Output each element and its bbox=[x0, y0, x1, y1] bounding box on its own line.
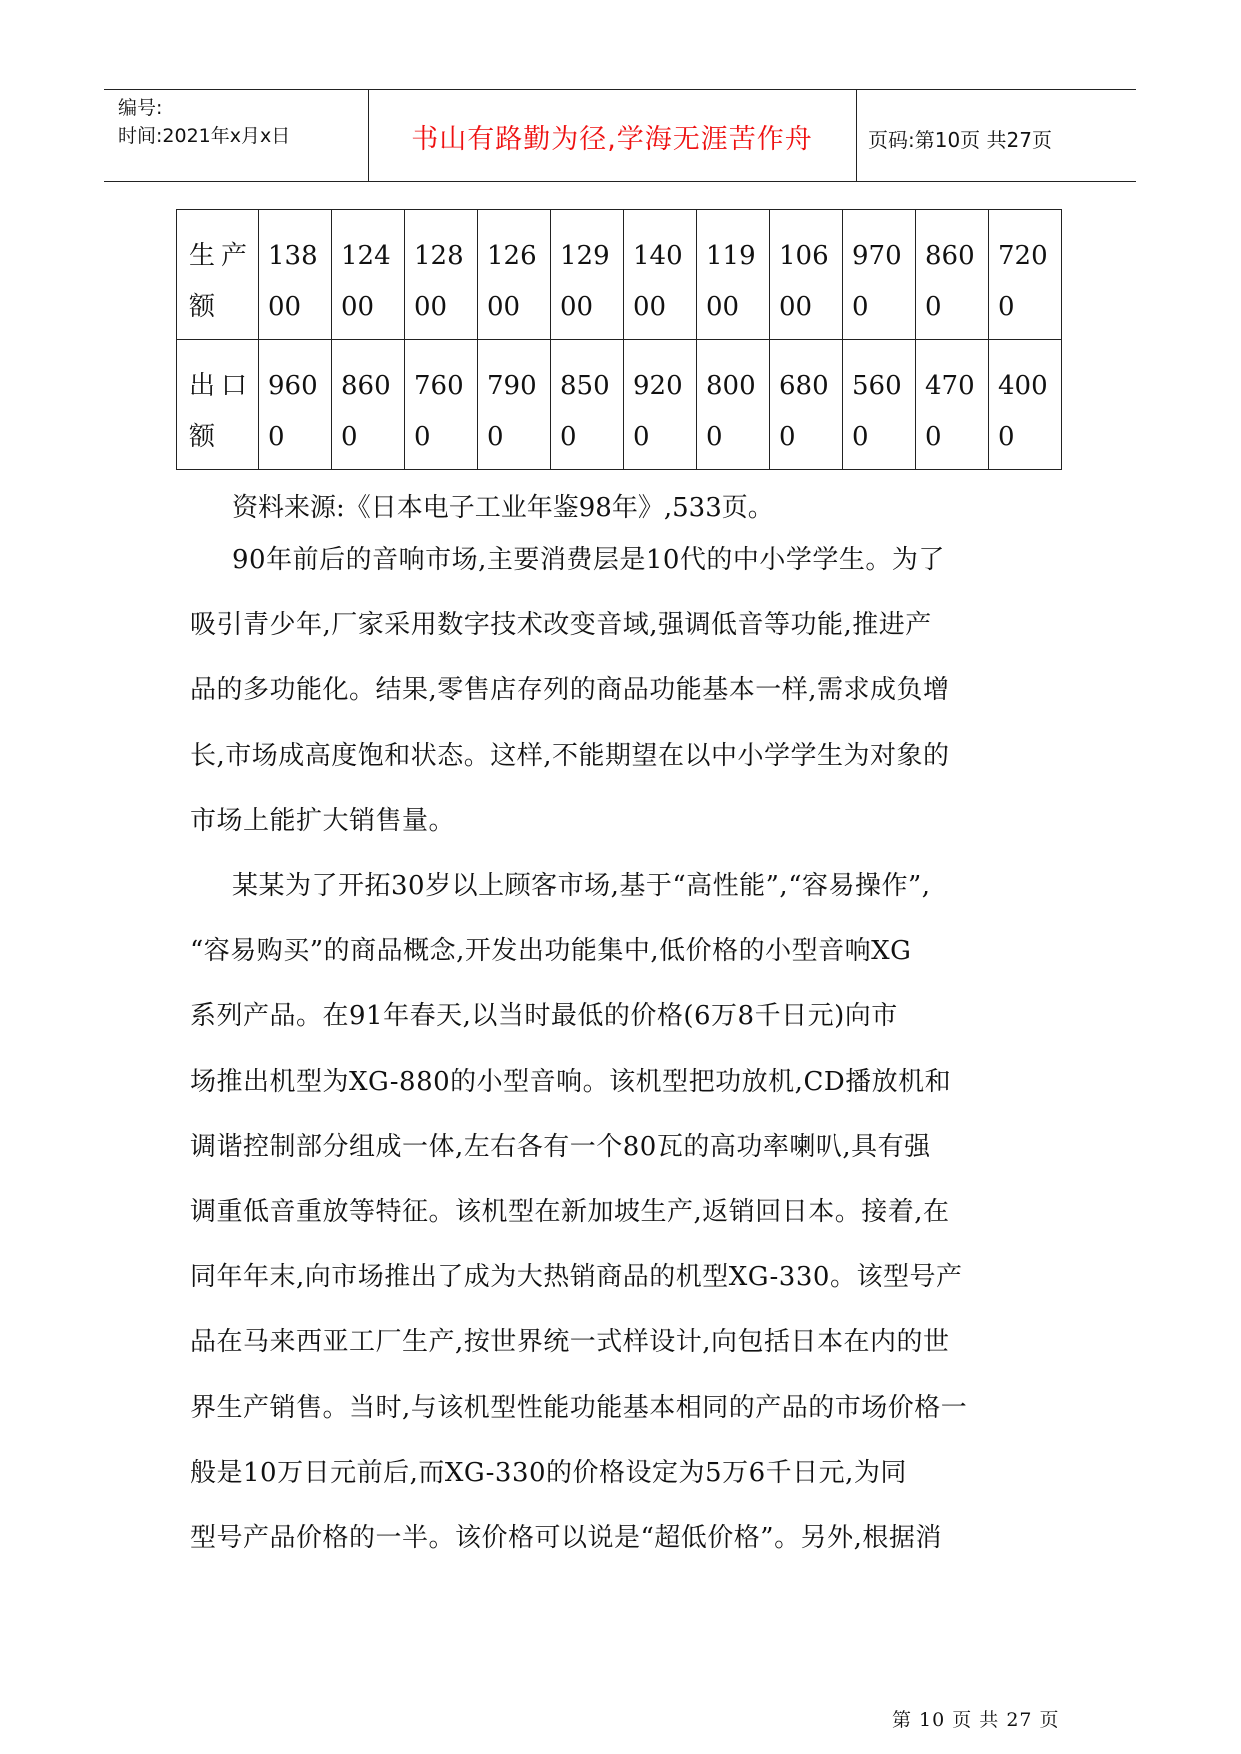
cell-line: 106 bbox=[779, 241, 829, 271]
data-table bbox=[176, 209, 1062, 470]
cell-line: 860 bbox=[341, 371, 391, 401]
cell-line: 124 bbox=[341, 241, 391, 271]
body-line: 系列产品。在91年春天,以当时最低的价格(6万8千日元)向市 bbox=[190, 1001, 898, 1032]
number-label: 编号: bbox=[118, 97, 163, 119]
cell-line: 920 bbox=[633, 371, 683, 401]
header-motto: 书山有路勤为径,学海无涯苦作舟 bbox=[411, 124, 813, 155]
body-line: 吸引青少年,厂家采用数字技术改变音域,强调低音等功能,推进产 bbox=[190, 610, 932, 641]
table-cell bbox=[259, 340, 332, 470]
cell-line: 0 bbox=[341, 422, 358, 452]
table-cell bbox=[478, 340, 551, 470]
body-line: 调重低音重放等特征。该机型在新加坡生产,返销回日本。接着,在 bbox=[190, 1197, 950, 1227]
source-note: 资料来源:《日本电子工业年鉴98年》,533页。 bbox=[232, 493, 774, 523]
header-page-info: 页码:第10页 共27页 bbox=[868, 128, 1052, 152]
cell-line: 128 bbox=[414, 241, 464, 271]
cell-line: 860 bbox=[925, 241, 975, 271]
row-label-line: 出口 bbox=[189, 371, 254, 401]
table-cell bbox=[624, 340, 697, 470]
body-line: 品的多功能化。结果,零售店存列的商品功能基本一样,需求成负增 bbox=[190, 675, 950, 706]
header-meta bbox=[118, 94, 290, 150]
table-cell bbox=[989, 340, 1062, 470]
table-cell bbox=[405, 210, 478, 340]
cell-line: 680 bbox=[779, 371, 829, 401]
cell-line: 400 bbox=[998, 371, 1048, 401]
body-line: 界生产销售。当时,与该机型性能功能基本相同的产品的市场价格一 bbox=[190, 1392, 968, 1423]
table-cell bbox=[916, 340, 989, 470]
table-cell bbox=[770, 340, 843, 470]
body-line: 某某为了开拓30岁以上顾客市场,基于“高性能”,“容易操作”, bbox=[232, 871, 931, 901]
table-cell bbox=[697, 210, 770, 340]
cell-line: 0 bbox=[925, 292, 942, 322]
body-line: 场推出机型为XG-880的小型音响。该机型把功放机,CD播放机和 bbox=[190, 1066, 952, 1097]
table-cell bbox=[624, 210, 697, 340]
cell-line: 960 bbox=[268, 371, 318, 401]
cell-line: 0 bbox=[414, 422, 431, 452]
cell-line: 0 bbox=[706, 422, 723, 452]
cell-line: 0 bbox=[560, 422, 577, 452]
header-bottom-rule bbox=[104, 181, 1136, 182]
body-line: 市场上能扩大销售量。 bbox=[190, 805, 456, 836]
cell-line: 560 bbox=[852, 371, 902, 401]
cell-line: 0 bbox=[779, 422, 796, 452]
cell-line: 0 bbox=[487, 422, 504, 452]
cell-line: 00 bbox=[268, 292, 302, 322]
cell-line: 0 bbox=[268, 422, 285, 452]
cell-line: 0 bbox=[998, 292, 1015, 322]
table-cell bbox=[843, 340, 916, 470]
cell-line: 00 bbox=[341, 292, 375, 322]
row-label-line: 额 bbox=[189, 422, 222, 452]
body-line: 90年前后的音响市场,主要消费层是10代的中小学学生。为了 bbox=[232, 545, 945, 575]
cell-line: 140 bbox=[633, 241, 683, 271]
cell-line: 00 bbox=[706, 292, 740, 322]
table-cell bbox=[332, 210, 405, 340]
cell-line: 0 bbox=[852, 292, 869, 322]
row-label bbox=[177, 340, 259, 470]
cell-line: 470 bbox=[925, 371, 975, 401]
body-line: 长,市场成高度饱和状态。这样,不能期望在以中小学学生为对象的 bbox=[190, 740, 950, 771]
table-cell bbox=[770, 210, 843, 340]
cell-line: 850 bbox=[560, 371, 610, 401]
cell-line: 126 bbox=[487, 241, 537, 271]
cell-line: 00 bbox=[487, 292, 521, 322]
cell-line: 138 bbox=[268, 241, 318, 271]
page-footer: 第 10 页 共 27 页 bbox=[892, 1709, 1060, 1731]
time-label: 时间:2021年x月x日 bbox=[118, 125, 291, 147]
cell-line: 0 bbox=[633, 422, 650, 452]
table-cell bbox=[551, 340, 624, 470]
table-cell bbox=[259, 210, 332, 340]
body-line: 般是10万日元前后,而XG-330的价格设定为5万6千日元,为同 bbox=[190, 1457, 907, 1488]
table-cell bbox=[916, 210, 989, 340]
body-line: 调谐控制部分组成一体,左右各有一个80瓦的高功率喇叭,具有强 bbox=[190, 1131, 931, 1162]
table-cell bbox=[551, 210, 624, 340]
table-cell bbox=[989, 210, 1062, 340]
cell-line: 00 bbox=[633, 292, 667, 322]
cell-line: 119 bbox=[706, 241, 756, 271]
cell-line: 0 bbox=[925, 422, 942, 452]
body-line: “容易购买”的商品概念,开发出功能集中,低价格的小型音响XG bbox=[190, 936, 912, 967]
row-label bbox=[177, 210, 259, 340]
header-divider bbox=[856, 89, 857, 181]
table-row bbox=[177, 340, 1062, 470]
cell-line: 00 bbox=[560, 292, 594, 322]
header-top-rule bbox=[104, 89, 1136, 90]
cell-line: 00 bbox=[779, 292, 813, 322]
table-cell bbox=[332, 340, 405, 470]
cell-line: 0 bbox=[998, 422, 1015, 452]
cell-line: 800 bbox=[706, 371, 756, 401]
cell-line: 970 bbox=[852, 241, 902, 271]
row-label-line: 生产 bbox=[189, 241, 254, 271]
body-line: 同年年末,向市场推出了成为大热销商品的机型XG-330。该型号产 bbox=[190, 1262, 963, 1293]
table-cell bbox=[843, 210, 916, 340]
cell-line: 760 bbox=[414, 371, 464, 401]
cell-line: 00 bbox=[414, 292, 448, 322]
body-line: 型号产品价格的一半。该价格可以说是“超低价格”。另外,根据消 bbox=[190, 1523, 942, 1553]
cell-line: 129 bbox=[560, 241, 610, 271]
table-cell bbox=[478, 210, 551, 340]
table-cell bbox=[405, 340, 478, 470]
table-row bbox=[177, 210, 1062, 340]
cell-line: 720 bbox=[998, 241, 1048, 271]
body-line: 品在马来西亚工厂生产,按世界统一式样设计,向包括日本在内的世 bbox=[190, 1327, 950, 1358]
table-cell bbox=[697, 340, 770, 470]
row-label-line: 额 bbox=[189, 292, 222, 322]
cell-line: 0 bbox=[852, 422, 869, 452]
cell-line: 790 bbox=[487, 371, 537, 401]
